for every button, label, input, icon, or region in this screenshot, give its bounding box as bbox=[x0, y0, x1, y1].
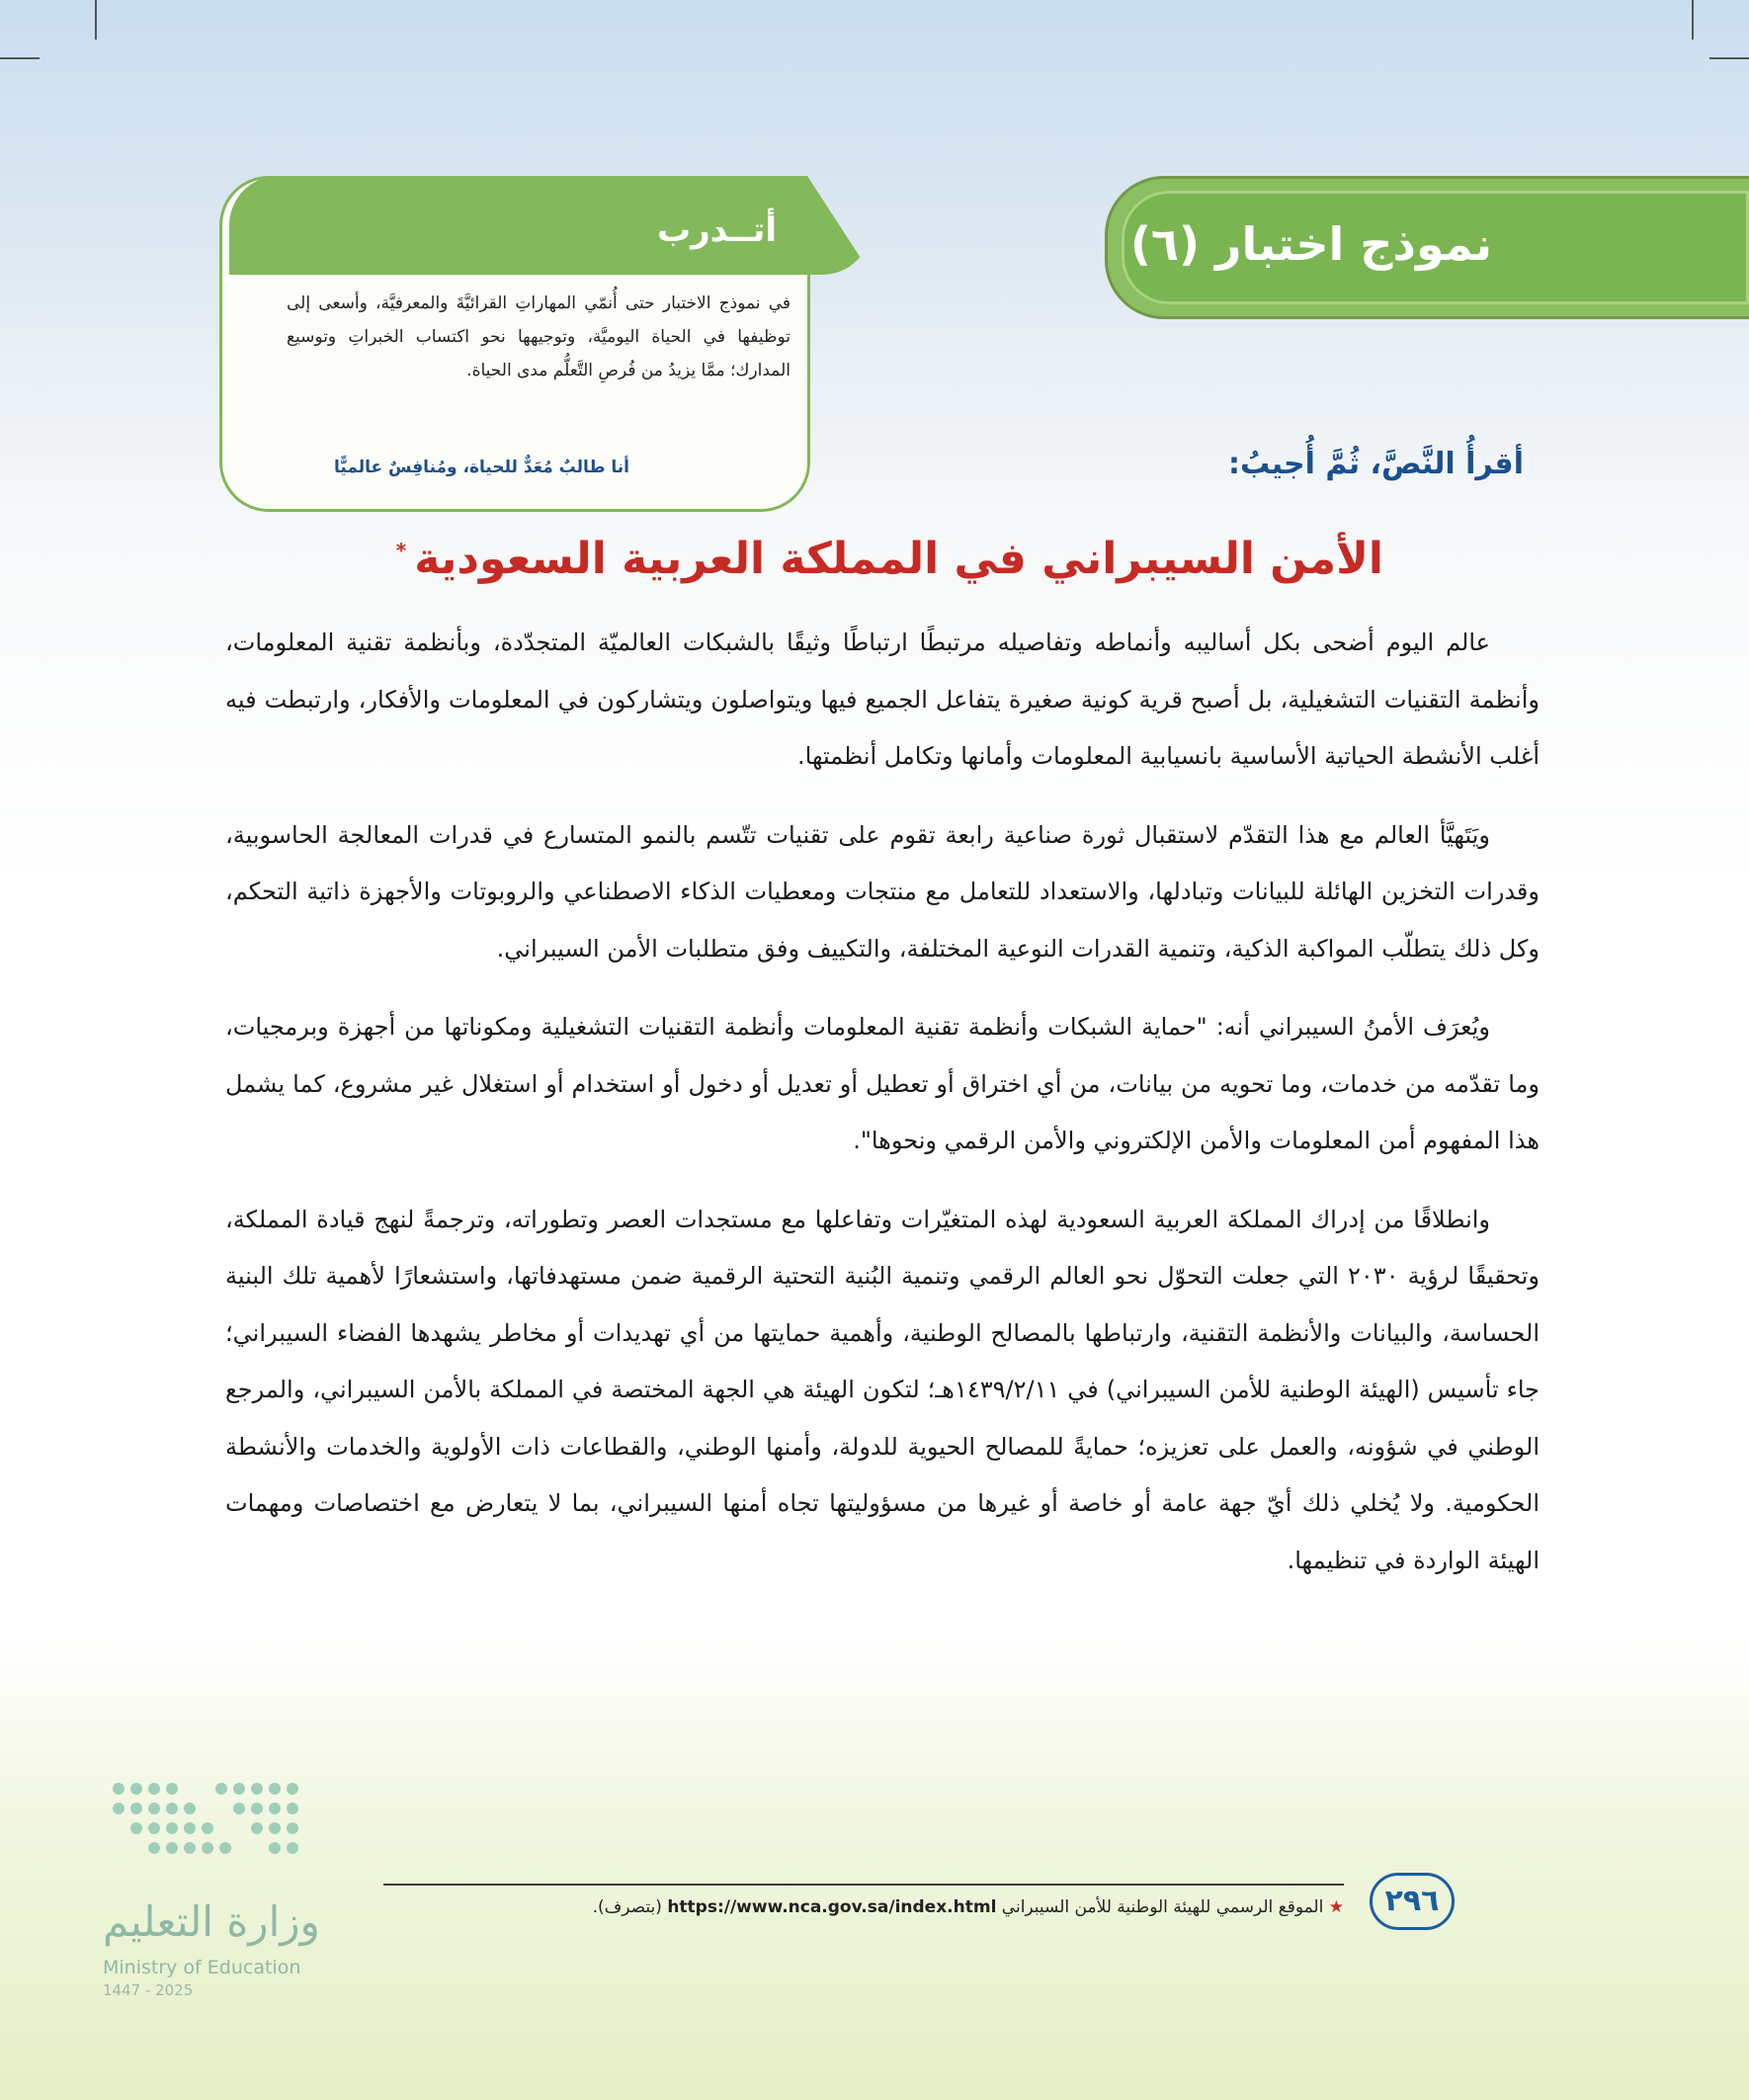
footnote-marker: * bbox=[395, 539, 407, 563]
footnote-url[interactable]: https://www.nca.gov.sa/index.html bbox=[667, 1897, 997, 1917]
exam-title: نموذج اختبار (٦) bbox=[1129, 217, 1492, 271]
footnote-text: الموقع الرسمي للهيئة الوطنية للأمن السيبراني bbox=[1001, 1897, 1324, 1917]
paragraph-2: ويَتَهيَّأ العالم مع هذا التقدّم لاستقبال ثورة صناعية رابعة تقوم على تقنيات تتّسم بالنمو المتسارع في قدرات المعالجة الحاسوبية، وقدرات التخزين الهائلة للبيانات وتبادلها، والاستعداد للتعامل مع منتجات ومعطيات الذكاء الاصطناعي والروبوتات والأجهزة ذاتية التحكم، وكل ذلك يتطلّب المواكبة الذكية، وتنمية القدرات النوعية المختلفة، والتكييف وفق متطلبات الأمن السيبراني. bbox=[225, 820, 1540, 963]
paragraph-3: ويُعرَف الأمنُ السيبراني أنه: "حماية الشبكات وأنظمة تقنية المعلومات وأنظمة التقنيات التشغيلية ومكوناتها من أجهزة وبرمجيات، وما تقدّمه من خدمات، وما تحويه من بيانات، من أي اختراق أو تعطيل أو تعديل أو دخول أو استخدام أو استغلال غير مشروع، كما يشمل هذا المفهوم أمن المعلومات والأمن الإلكتروني والأمن الرقمي ونحوها". bbox=[225, 1013, 1540, 1154]
practice-text: في نموذج الاختبار حتى أُنمّي المهاراتِ القرائيَّةَ والمعرفيَّة، وأسعى إلى توظيفها في الحياة اليوميَّة، وتوجيهها نحو اكتساب الخبراتِ وتوسيع المدارك؛ ممَّا يزيدُ من فُرصِ التَّعلُّم مدى الحياة. bbox=[287, 294, 791, 380]
paragraph-1: عالم اليوم أضحى بكل أساليبه وأنماطه وتفاصيله مرتبطًا ارتباطًا وثيقًا بالشبكات العالميّة المتجدّدة، وبأنظمة تقنية المعلومات، وأنظمة التقنيات التشغيلية، بل أصبح قرية كونية صغيرة يتفاعل الجميع فيها ويتواصلون ويتشاركون في المعلومات والأفكار، وارتبطت فيه أغلب الأنشطة الحياتية الأساسية بانسيابية المعلومات وأمانها وتكامل أنظمتها. bbox=[225, 629, 1540, 770]
practice-label: أتــدرب bbox=[657, 210, 778, 250]
paragraph-4: وانطلاقًا من إدراك المملكة العربية السعودية لهذه المتغيّرات وتفاعلها مع مستجدات العصر وتطوراته، وترجمةً لنهج قيادة المملكة، وتحقيقًا لرؤية ٢٠٣٠ التي جعلت التحوّل نحو العالم الرقمي وتنمية البُنية التحتية الرقمية ضمن مستهدفاتها، واستشعارًا لأهمية تلك البنية الحساسة، والبيانات والأنظمة التقنية، وارتباطها بالمصالح الوطنية، وأهمية حمايتها من أي تهديدات أو مخاطر يشهدها الفضاء السيبراني؛ جاء تأسيس (الهيئة الوطنية للأمن السيبراني) في ١٤٣٩/٢/١١هـ؛ لتكون الهيئة هي الجهة المختصة في المملكة بالأمن السيبراني، والمرجع الوطني في شؤونه، والعمل على تعزيزه؛ حمايةً للمصالح الحيوية للدولة، وأمنها الوطني، والقطاعات ذات الأولوية والخدمات والأنشطة الحكومية. ولا يُخلي ذلك أيّ جهة عامة أو خاصة أو غيرها من مسؤوليتها تجاه أمنها السيبراني، بما لا يتعارض مع اختصاصات ومهمات الهيئة الواردة في تنظيمها. bbox=[225, 1205, 1540, 1574]
article-body bbox=[225, 615, 1540, 1611]
footnote-star-icon: ★ bbox=[1328, 1897, 1344, 1917]
footnote-suffix: (بتصرف). bbox=[592, 1897, 662, 1917]
footnote-divider bbox=[383, 1884, 1344, 1886]
ministry-years: 2025 - 1447 bbox=[103, 1981, 194, 1999]
ministry-name-ar: وزارة التعليم bbox=[103, 1897, 320, 1946]
ministry-name-en: Ministry of Education bbox=[103, 1957, 301, 1978]
article-title: الأمن السيبراني في المملكة العربية السعودية bbox=[414, 534, 1383, 584]
practice-motto: أنا طالبٌ مُعَدٌّ للحياة، ومُنافِسٌ عالميًّا bbox=[334, 458, 629, 477]
article-title-wrap bbox=[396, 534, 1383, 584]
page-number: ٢٩٦ bbox=[1370, 1873, 1455, 1930]
instruction: أقرأُ النَّصَّ، ثُمَّ أُجيبُ: bbox=[1227, 447, 1524, 481]
footnote bbox=[395, 1897, 1344, 1917]
ministry-logo-icon bbox=[99, 1769, 316, 1878]
